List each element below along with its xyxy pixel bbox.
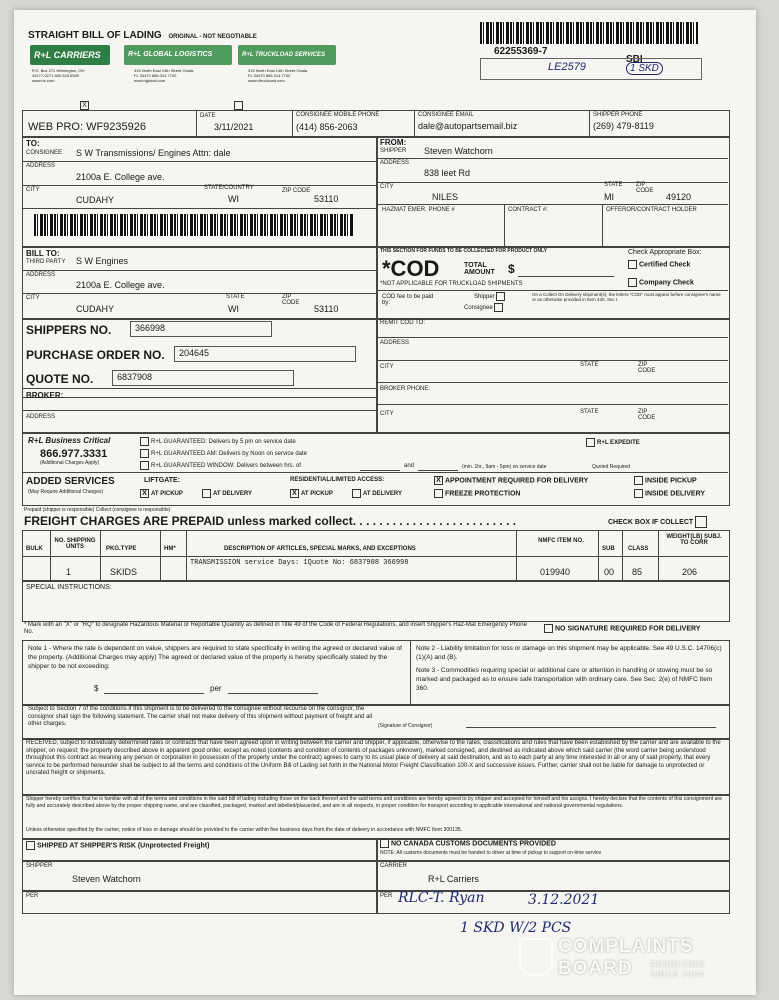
web-pro: WEB PRO: WF9235926 xyxy=(28,121,147,133)
appointment-option[interactable]: X APPOINTMENT REQUIRED FOR DELIVERY xyxy=(434,476,588,485)
po-label: PURCHASE ORDER NO. xyxy=(26,348,165,362)
check-if-collect[interactable]: CHECK BOX IF COLLECT xyxy=(608,516,709,528)
row-description: TRANSMISSION service Days: 1Quote No: 6837908 366998 xyxy=(190,559,409,567)
col-pkg: PKG.TYPE xyxy=(106,546,137,552)
row-units: 1 xyxy=(66,567,72,577)
hazmat-phone-label: HAZMAT EMER. PHONE # xyxy=(382,207,455,213)
row-weight: 206 xyxy=(682,567,698,577)
shippers-no-field[interactable]: 366998 xyxy=(130,321,272,337)
special-instructions-box xyxy=(22,580,730,622)
consignee-name: S W Transmissions/ Engines Attn: dale xyxy=(76,148,231,158)
bill-to-address: 2100a E. College ave. xyxy=(76,280,165,290)
consignee-zip-label: ZIP CODE xyxy=(282,188,311,194)
pro-barcode xyxy=(480,22,698,44)
shipper-sign-name: Steven Watchorn xyxy=(72,874,141,884)
guaranteed-option[interactable]: R+L GUARANTEED: Delivers by 5 pm on service date xyxy=(140,437,296,446)
inside-delivery-option[interactable]: INSIDE DELIVERY xyxy=(634,489,705,498)
offeror-label: OFFEROR/CONTRACT HOLDER xyxy=(606,207,697,213)
bill-to-address-label: ADDRESS xyxy=(26,272,56,278)
to-label: TO: xyxy=(26,139,40,148)
bill-to-city-label: CITY xyxy=(26,295,40,301)
cod-fee-label: COD fee to be paid by: xyxy=(382,294,434,306)
carrier-label: CARRIER xyxy=(380,863,408,869)
consignee-barcode xyxy=(34,214,354,236)
bill-to-label: BILL TO: xyxy=(26,249,60,258)
handwritten-ref: LE2579 xyxy=(548,61,586,73)
cod-section-note: THIS SECTION FOR FUNDS TO BE COLLECTED FOR PRODUCT ONLY xyxy=(380,248,547,254)
residential-label: RESIDENTIAL/LIMITED ACCESS: xyxy=(290,477,385,483)
shipper-per-box xyxy=(22,890,378,914)
freeze-option[interactable]: FREEZE PROTECTION xyxy=(434,489,520,498)
consignee-zip: 53110 xyxy=(314,194,339,204)
watermark-tag1: RESOLVING xyxy=(650,960,706,969)
consignee-email: dale@autopartsemail.biz xyxy=(418,121,518,131)
from-label: FROM: xyxy=(380,138,407,147)
shipper-city: NILES xyxy=(432,192,459,202)
col-description: DESCRIPTION OF ARTICLES, SPECIAL MARKS, AND EXCEPTIONS xyxy=(224,546,416,552)
shipper-state-label: STATE xyxy=(604,182,623,188)
consignee-city: CUDAHY xyxy=(76,195,115,205)
note-2: Note 2 - Liability limitation for loss or damage on this shipment may be applicable. See 49 U.S.C. 14706(c)(1)(A) and (B). xyxy=(416,645,722,661)
freight-headline: FREIGHT CHARGES ARE PREPAID unless marked collect. . . . . . . . . . . . . . . . . . . . . . . . . xyxy=(24,514,517,528)
shipper-zip-label: ZIP CODE xyxy=(636,182,654,194)
received-text: RECEIVED, subject to individually determined rates or contracts that have been agreed upon in writing between the carrier and shipper, if applicable, otherwise to the rates, classifications and rules that have been established by the carrier and are available to the shipper, on request; the property described above in apparent good order, except as noted (contents and condition of contents of packages unknown), marked consigned, and destined as indicated above which said carrier (the word carrier being understood throughout this contract as meaning any person or corporation in possession of the property under the contract) agrees to carry to its usual place of delivery at said destination, and as to each party at any time interested in all or any of said property, that every service to be performed hereunder shall be subject to all the terms and conditions of the Uniform Bill of Lading set forth in the National Motor Freight Classification 100-X and successive issues. Further, carrier shall not be liable for damage to unprotected or uncrated freight or shipments. xyxy=(26,740,721,777)
added-services-label: ADDED SERVICES xyxy=(26,476,115,487)
consignee-phone: (414) 856-2063 xyxy=(296,122,358,132)
consignee-state-label: STATE/COUNTRY xyxy=(204,185,254,191)
business-critical-note: (Additional Charges Apply) xyxy=(40,460,100,466)
unless-text: Unless otherwise specified by the carrier, notice of loss or damage should be provided to the carrier within five business days from the date of delivery in accordance with NMFC Item 300135. xyxy=(26,827,463,833)
broker-city-label: CITY xyxy=(380,411,394,417)
broker-state-label: STATE xyxy=(580,409,599,415)
doc-title: STRAIGHT BILL OF LADING ORIGINAL - NOT NEGOTIABLE xyxy=(28,30,257,41)
remit-box xyxy=(376,318,730,434)
window-and: and xyxy=(404,463,415,469)
cod-fee-shipper[interactable]: Shipper xyxy=(474,292,507,301)
special-instructions-label: SPECIAL INSTRUCTIONS: xyxy=(26,584,112,591)
bill-to-sub: THIRD PARTY xyxy=(26,259,66,265)
shipper-phone: (269) 479-8119 xyxy=(593,121,654,131)
col-nmfc: NMFC ITEM NO. xyxy=(538,538,584,544)
liftgate-delivery-option[interactable]: AT DELIVERY xyxy=(202,489,252,498)
consignee-phone-label: CONSIGNEE MOBILE PHONE xyxy=(296,112,380,118)
watermark-line1: COMPLAINTS xyxy=(558,936,694,957)
quoted-required: Quoted Required xyxy=(592,464,631,470)
inside-pickup-option[interactable]: INSIDE PICKUP xyxy=(634,476,697,485)
residential-pickup-option[interactable]: X AT PICKUP xyxy=(290,489,333,498)
rl-global-logo: R+L GLOBAL LOGISTICS xyxy=(124,45,232,65)
rl-truckload-address: 315 North East 14th Street Ocala, FL 34470 866.314.7700 www.rltruckload.com xyxy=(248,68,309,83)
residential-delivery-option[interactable]: AT DELIVERY xyxy=(352,489,402,498)
handwritten-pieces-note: 1 SKD W/2 PCS xyxy=(460,920,572,936)
consignee-email-label: CONSIGNEE EMAIL xyxy=(418,112,474,118)
bill-to-zip: 53110 xyxy=(314,304,339,314)
shipper-phone-label: SHIPPER PHONE xyxy=(593,112,643,118)
pro-number: 62255369-7 xyxy=(494,46,548,57)
cod-dollar: $ xyxy=(508,262,515,276)
bill-to-state-label: STATE xyxy=(226,294,245,300)
shipper-zip: 49120 xyxy=(666,192,692,202)
col-weight: WEIGHT(LB) SUBJ. TO CORR xyxy=(666,534,722,546)
col-units: NO. SHIPPING UNITS xyxy=(54,538,96,550)
bill-to-city: CUDAHY xyxy=(76,304,115,314)
col-class: CLASS xyxy=(628,546,649,552)
cod-check-label: Check Appropriate Box: xyxy=(628,249,702,256)
quote-field[interactable]: 6837908 xyxy=(112,370,294,386)
shipper-sign-label: SHIPPER xyxy=(26,863,53,869)
carrier-signature: RLC-T. Ryan xyxy=(398,890,485,906)
expedite-option[interactable]: R+L EXPEDITE xyxy=(586,438,640,447)
broker-label: BROKER: xyxy=(26,391,64,400)
broker-box xyxy=(22,388,378,434)
bill-to-zip-label: ZIP CODE xyxy=(282,294,300,306)
liftgate-pickup-option[interactable]: X AT PICKUP xyxy=(140,489,183,498)
watermark-tag2: SINCE 2004 xyxy=(650,970,705,979)
col-sub: SUB xyxy=(602,546,615,552)
window-note: (min. 1hr., 9am - 5pm) on service date xyxy=(462,464,547,470)
cod-note: On a Collect On Delivery shipment(s), the letters "COD" must appear before consignee's name or as otherwise provided in Item 430, Sec I. xyxy=(532,292,721,302)
cod-heading: *COD xyxy=(382,256,440,281)
pro-sticker xyxy=(480,58,702,80)
broker-zip-label: ZIP CODE xyxy=(638,409,656,421)
prepaid-note: Prepaid (shipper is responsible) Collect (consignee is responsible) xyxy=(24,507,171,513)
remit-city-label: CITY xyxy=(380,364,394,370)
remit-zip-label: ZIP CODE xyxy=(638,362,656,374)
date-label: DATE xyxy=(200,113,216,119)
bill-of-lading xyxy=(14,10,756,995)
quote-label: QUOTE NO. xyxy=(26,372,94,386)
note1-dollar: $ xyxy=(94,684,99,693)
remit-state-label: STATE xyxy=(580,362,599,368)
col-bulk: BULK xyxy=(26,546,43,552)
watermark-line2: BOARD xyxy=(558,958,633,979)
bill-to-state: WI xyxy=(228,304,239,314)
cod-fee-consignee[interactable]: Consignee xyxy=(464,303,505,312)
row-sub: 00 xyxy=(604,567,615,577)
no-signature-option[interactable]: NO SIGNATURE REQUIRED FOR DELIVERY xyxy=(544,624,700,633)
note-1: Note 1 - Where the rate is dependent on value, shippers are required to state specifically in writing the agreed or declared value of the property. (Additional Charges may apply) The agreed or declared value of the property is hereby specifically stated by the shipper to be not exceeding: xyxy=(28,645,402,670)
broker-address-label: ADDRESS xyxy=(26,414,56,420)
carrier-name: R+L Carriers xyxy=(428,874,479,884)
rl-carriers-logo: R+L CARRIERS xyxy=(30,45,110,65)
shipper-address-label: ADDRESS xyxy=(380,160,410,166)
carrier-per-label: PER xyxy=(380,893,393,899)
no-canada-option[interactable]: NO CANADA CUSTOMS DOCUMENTS PROVIDED xyxy=(380,839,556,848)
consignee-city-label: CITY xyxy=(26,187,40,193)
sbi-label: SBI xyxy=(626,54,643,65)
po-field[interactable]: 204645 xyxy=(174,346,356,362)
certifies-text: Shipper hereby certifies that he is familiar with all of the terms and conditions in the said bill of lading including those on the back thereof and the said terms and conditions are hereby agreed to by shipper and accepted for himself and his assigns. I hereby declare that the contents of this consignment are fully and accurately described above by the proper shipping name, and are classified, packaged, marked and labelled/placarded, and are in all respects, in proper condition for transport according to applicable international and national governmental regulations. xyxy=(26,796,723,809)
bill-to-name: S W Engines xyxy=(76,256,129,266)
guaranteed-window-option[interactable]: R+L GUARANTEED WINDOW: Delivers between hrs. of xyxy=(140,461,301,470)
broker-phone-label: BROKER PHONE: xyxy=(380,386,431,392)
canada-note: NOTE: All customs documents must be handed to driver at time of pickup to support on-time service xyxy=(380,850,602,856)
guaranteed-am-option[interactable]: R+L GUARANTEED AM: Delivers by Noon on service date xyxy=(140,449,307,458)
shipper-state: MI xyxy=(604,192,614,202)
remit-address-label: ADDRESS xyxy=(380,340,410,346)
hazmat-note: * Mark with an "X" or "RQ" to designate Hazardous Material or Reportable Quantity as defined in Title 49 of the Code of Federal Regulations, and insert Shipper's Haz-Mat Emergency Phone No. xyxy=(24,622,527,635)
col-hm: HM* xyxy=(164,546,176,552)
consignee-sub: CONSIGNEE xyxy=(26,150,63,156)
shipper-sub: SHIPPER xyxy=(380,148,407,154)
certified-check-option[interactable]: Certified Check xyxy=(628,260,690,269)
cod-not-applicable: *NOT APPLICABLE FOR TRUCKLOAD SHIPMENTS xyxy=(380,281,523,287)
note-3: Note 3 - Commodities requiring special or additional care or attention in handling or stowing must be so marked and packaged as to ensure safe transportation with ordinary care. See Sec. 2(e) of NMFC Item 360. xyxy=(416,667,713,692)
signature-consignor: (Signature of Consignor) xyxy=(378,723,433,729)
rl-carriers-address: P.O. Box 271 Wilmington, OH 45177-0271 800.543.5589 www.rlc.com xyxy=(32,68,85,83)
note1-per: per xyxy=(210,684,222,693)
consignee-address: 2100a E. College ave. xyxy=(76,172,165,182)
logo1-checkbox[interactable]: X xyxy=(80,97,91,115)
row-nmfc: 019940 xyxy=(540,567,571,577)
shipper-per-label: PER xyxy=(26,893,39,899)
shipper-address: 838 leet Rd xyxy=(424,168,471,178)
consignee-address-label: ADDRESS xyxy=(26,163,56,169)
carrier-sign-date: 3.12.2021 xyxy=(528,892,600,908)
date-value: 3/11/2021 xyxy=(214,122,254,132)
added-services-note: (May Require Additional Charges) xyxy=(28,489,104,495)
shippers-no-label: SHIPPERS NO. xyxy=(26,323,112,337)
company-check-option[interactable]: Company Check xyxy=(628,278,694,287)
row-pkg: SKIDS xyxy=(110,567,138,577)
business-critical-label: R+L Business Critical xyxy=(28,436,111,445)
shipper-risk-option[interactable]: SHIPPED AT SHIPPER'S RISK (Unprotected Freight) xyxy=(26,841,209,850)
contract-label: CONTRACT #: xyxy=(508,207,548,213)
handwritten-skd: 1 SKD xyxy=(626,62,663,75)
business-critical-phone: 866.977.3331 xyxy=(40,448,108,460)
shipper-name: Steven Watchorn xyxy=(424,146,493,156)
row-class: 85 xyxy=(632,567,643,577)
cod-total-label: TOTAL AMOUNT xyxy=(464,262,495,276)
remit-label: REMIT COD TO: xyxy=(380,320,426,326)
section-7: Subject to Section 7 of the conditions if this shipment is to be delivered to the consignee without recourse on the consignor, the consignor shall sign the following statement. The carrier shall not make delivery of this shipment without payment of freight and all other charges. xyxy=(28,706,373,727)
liftgate-label: LIFTGATE: xyxy=(144,477,181,484)
shield-icon xyxy=(519,938,553,976)
rl-global-address: 315 North East 14th Street Ocala, FL 34470 866.314.7700 www.rlglobal.com xyxy=(134,68,195,83)
rl-truckload-logo: R+L TRUCKLOAD SERVICES xyxy=(238,45,336,65)
shipper-city-label: CITY xyxy=(380,184,394,190)
consignee-state: WI xyxy=(228,194,239,204)
